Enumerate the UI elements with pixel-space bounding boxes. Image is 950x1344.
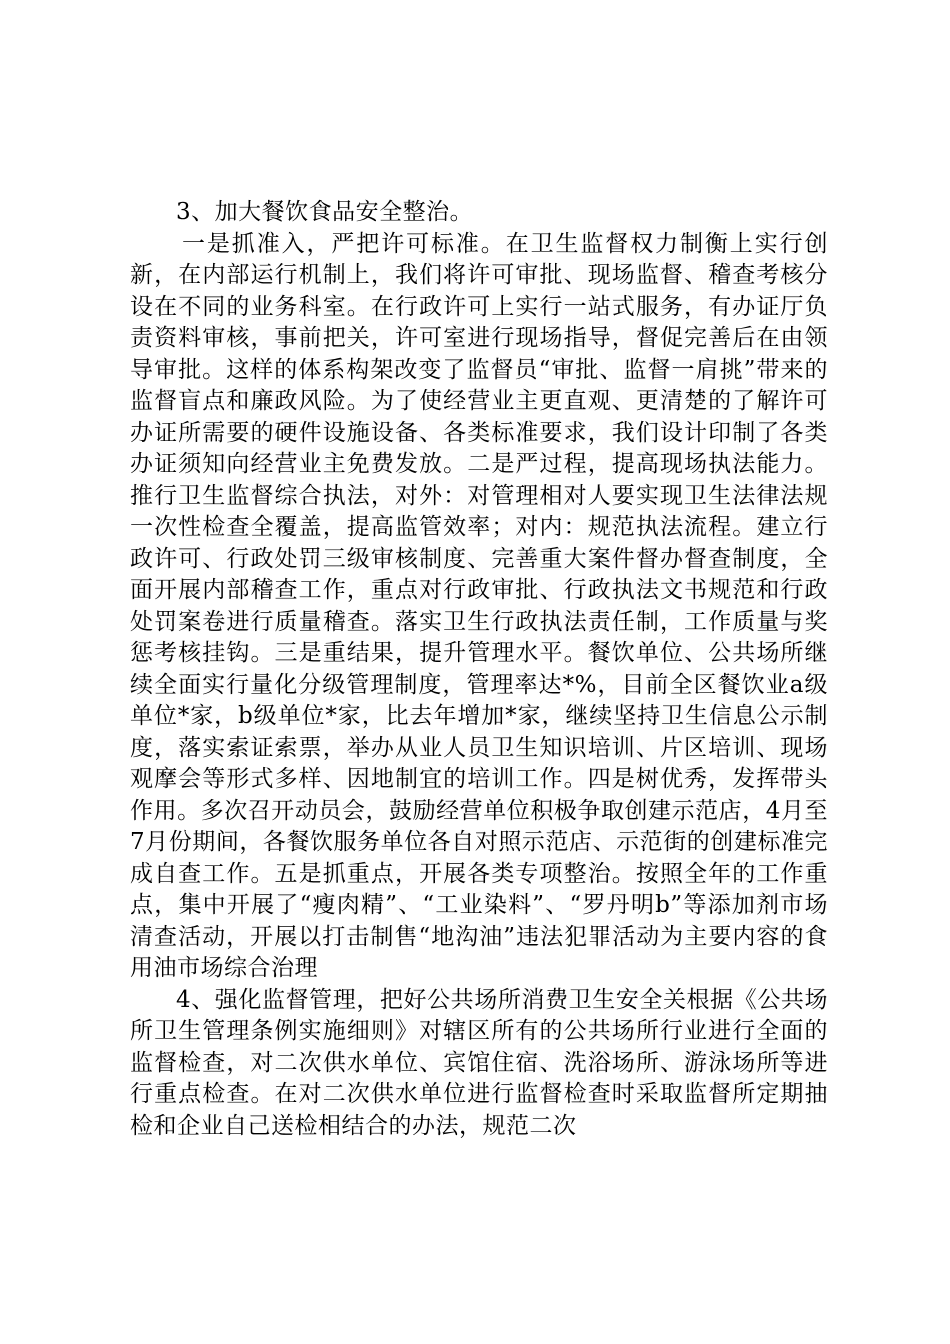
section-heading-3: 3、加大餐饮食品安全整治。	[176, 199, 474, 225]
paragraph-public-places: 4、强化监督管理，把好公共场所消费卫生安全关根据《公共场所卫生管理条例实施细则》对辖区所有的公共场所行业进行全面的监督检查，对二次供水单位、宾馆住宿、洗浴场所、游泳场所等进行重点检查。在对二次供水单位进行监督检查时采取监督所定期抽检和企业自己送检相结合的办法，规范二次	[130, 986, 828, 1139]
paragraph-food-safety: 一是抓准入，严把许可标准。在卫生监督权力制衡上实行创新，在内部运行机制上，我们将许可审批、现场监督、稽查考核分设在不同的业务科室。在行政许可上实行一站式服务，有办证厅负责资料审核，事前把关，许可室进行现场指导，督促完善后在由领导审批。这样的体系构架改变了监督员“审批、监督一肩挑”带来的监督盲点和廉政风险。为了使经营业主更直观、更清楚的了解许可办证所需要的硬件设施设备、各类标准要求，我们设计印制了各类办证须知向经营业主免费发放。二是严过程，提高现场执法能力。推行卫生监督综合执法，对外：对管理相对人要实现卫生法律法规一次性检查全覆盖，提高监管效率；对内：规范执法流程。建立行政许可、行政处罚三级审核制度、完善重大案件督办督查制度，全面开展内部稽查工作，重点对行政审批、行政执法文书规范和行政处罚案卷进行质量稽查。落实卫生行政执法责任制，工作质量与奖惩考核挂钩。三是重结果，提升管理水平。餐饮单位、公共场所继续全面实行量化分级管理制度，管理率达*%，目前全区餐饮业a级单位*家，b级单位*家，比去年增加*家，继续坚持卫生信息公示制度，落实索证索票，举办从业人员卫生知识培训、片区培训、现场观摩会等形式多样、因地制宜的培训工作。四是树优秀，发挥带头作用。多次召开动员会，鼓励经营单位积极争取创建示范店，4月至7月份期间，各餐饮服务单位各自对照示范店、示范街的创建标准完成自查工作。五是抓重点，开展各类专项整治。按照全年的工作重点，集中开展了“瘦肉精”、“工业染料”、“罗丹明b”等添加剂市场清查活动，开展以打击制售“地沟油”违法犯罪活动为主要内容的食用油市场综合治理	[130, 230, 828, 981]
document-body	[130, 197, 828, 1142]
